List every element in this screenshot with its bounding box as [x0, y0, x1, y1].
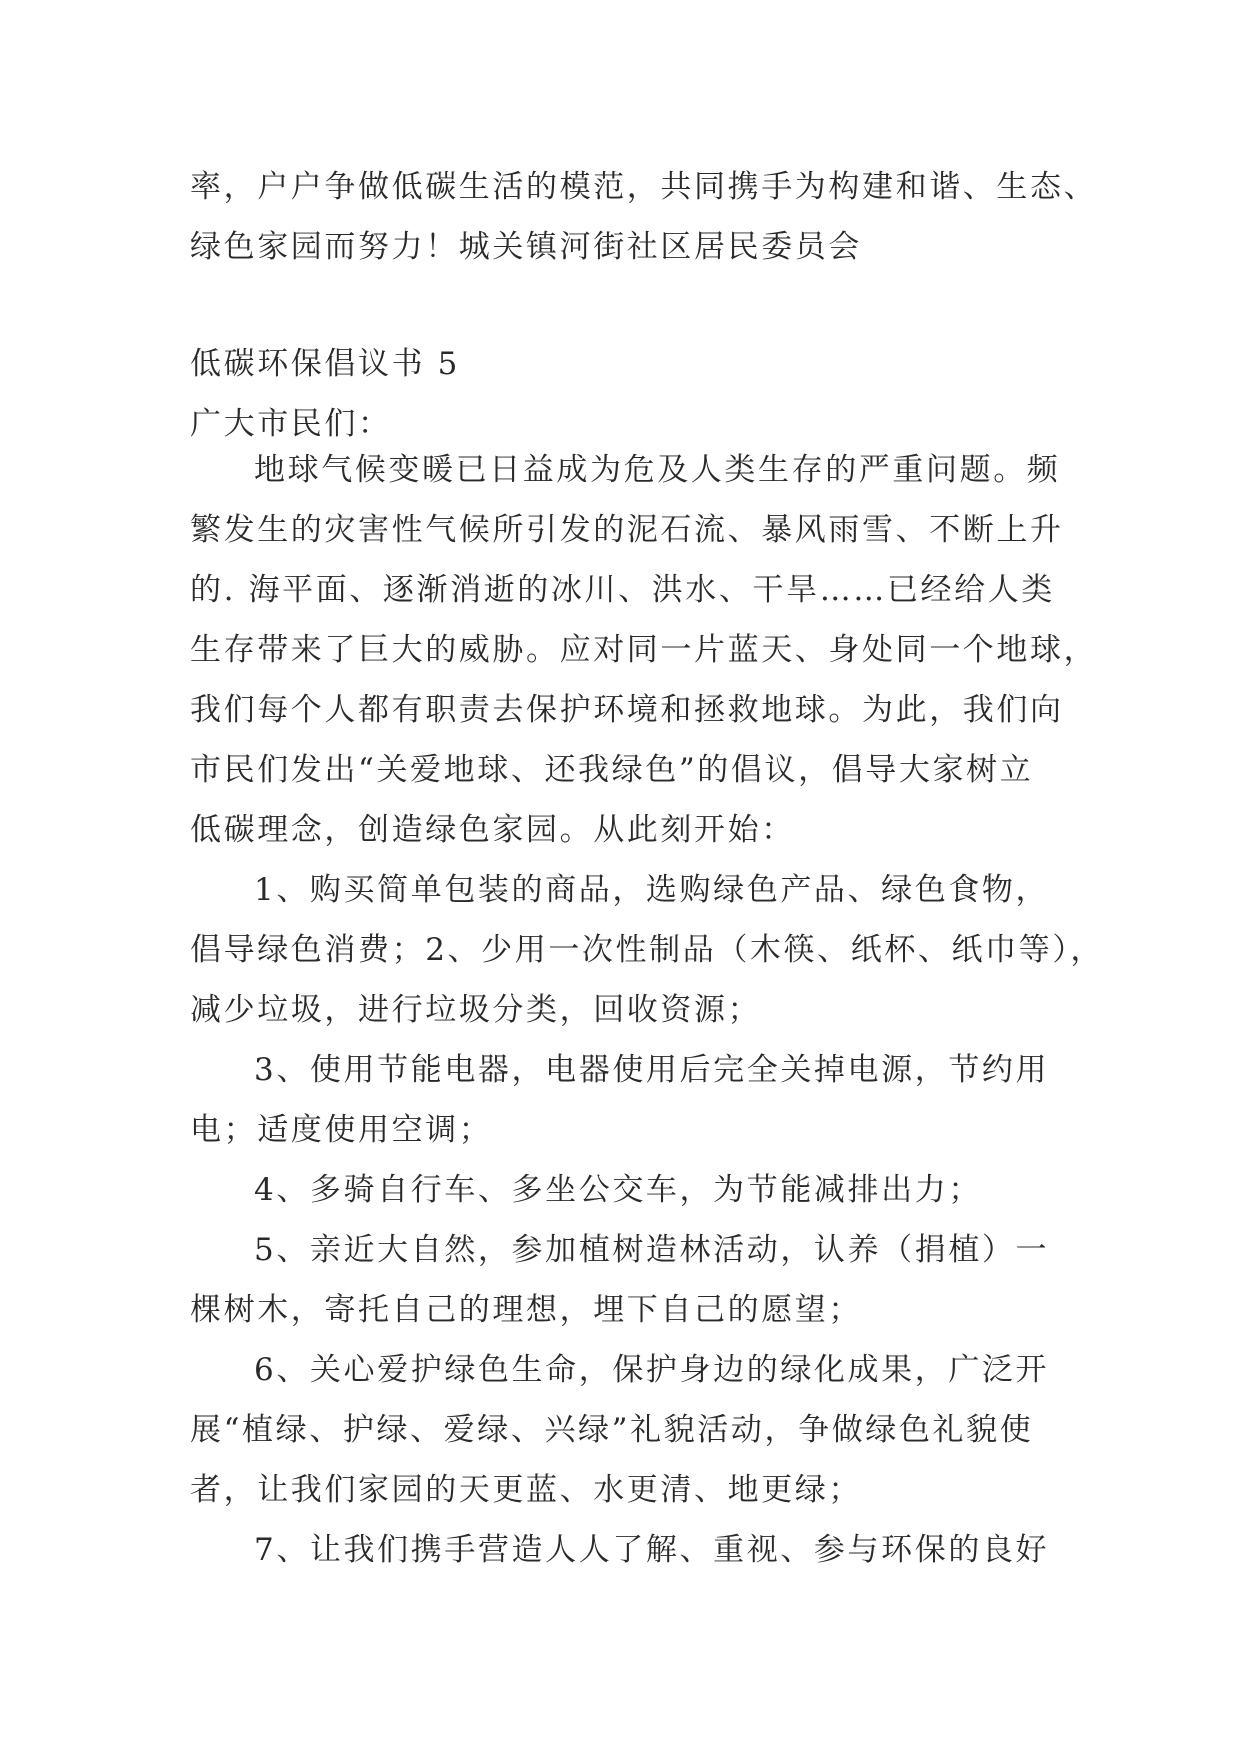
- paragraph-line: 的. 海平面、逐渐消逝的冰川、洪水、干旱……已经给人类: [190, 572, 1055, 608]
- document-header: [190, 334, 1050, 454]
- text-line: 率，户户争做低碳生活的模范，共同携手为构建和谐、生态、: [190, 169, 1098, 205]
- paragraph-line: 生存带来了巨大的威胁。应对同一片蓝天、身处同一个地球，: [190, 632, 1098, 668]
- list-item-line: 棵树木，寄托自己的理想，埋下自己的愿望；: [190, 1292, 862, 1328]
- paragraph-line: 市民们发出“关爱地球、还我绿色”的倡议，倡导大家树立: [190, 752, 1034, 788]
- paragraph-line: 地球气候变暖已日益成为危及人类生存的严重问题。频: [254, 452, 1061, 488]
- paragraph-line: 低碳理念，创造绿色家园。从此刻开始：: [190, 812, 795, 848]
- continuation-paragraph: [190, 157, 1098, 277]
- text-line: 绿色家园而努力！城关镇河街社区居民委员会: [190, 229, 862, 265]
- list-item-line: 7、让我们携手营造人人了解、重视、参与环保的良好: [254, 1532, 1050, 1568]
- list-item-line: 电；适度使用空调；: [190, 1112, 493, 1148]
- salutation: 广大市民们：: [190, 406, 392, 442]
- list-item-line: 5、亲近大自然，参加植树造林活动，认养（捐植）一: [254, 1232, 1050, 1268]
- document-title: 低碳环保倡议书 5: [190, 346, 460, 382]
- list-item-line: 3、使用节能电器，电器使用后完全关掉电源，节约用: [254, 1052, 1050, 1088]
- list-item-line: 1、购买简单包装的商品，选购绿色产品、绿色食物，: [254, 872, 1050, 908]
- list-item-line: 展“植绿、护绿、爱绿、兴绿”礼貌活动，争做绿色礼貌使: [190, 1412, 1034, 1448]
- list-item-line: 6、关心爱护绿色生命，保护身边的绿化成果，广泛开: [254, 1352, 1050, 1388]
- list-item-line: 4、多骑自行车、多坐公交车，为节能减排出力；: [254, 1172, 982, 1208]
- paragraph-line: 我们每个人都有职责去保护环境和拯救地球。为此，我们向: [190, 692, 1064, 728]
- list-item-line: 倡导绿色消费；2、少用一次性制品（木筷、纸杯、纸巾等），: [190, 932, 1105, 968]
- list-item-line: 者，让我们家园的天更蓝、水更清、地更绿；: [190, 1472, 862, 1508]
- paragraph-line: 繁发生的灾害性气候所引发的泥石流、暴风雨雪、不断上升: [190, 512, 1064, 548]
- list-item-line: 减少垃圾，进行垃圾分类，回收资源；: [190, 992, 762, 1028]
- document-body: [190, 440, 1105, 1580]
